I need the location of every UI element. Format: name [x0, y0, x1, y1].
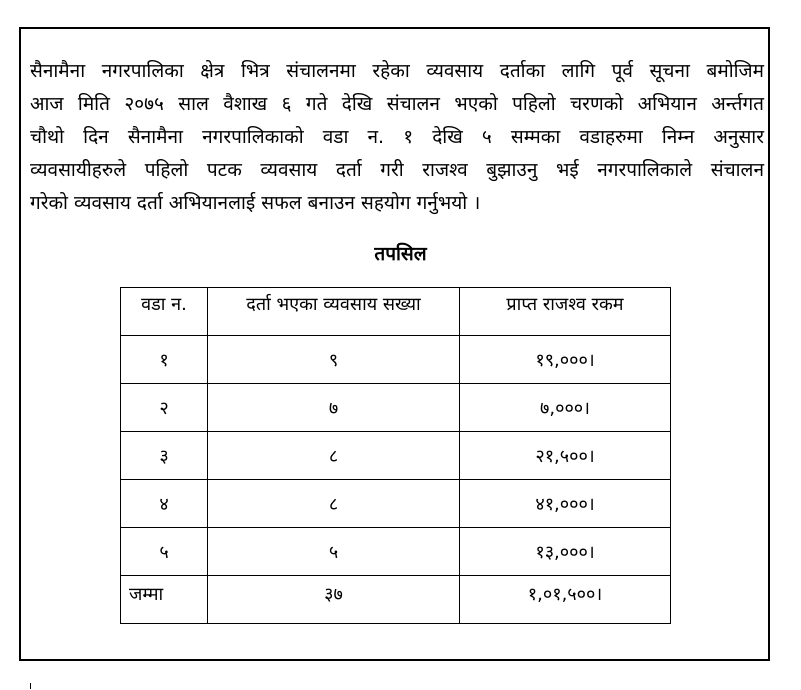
total-label: जम्मा [121, 576, 208, 624]
page-edge-mark [30, 683, 31, 689]
cell-registered-count: ८ [208, 432, 460, 480]
table-row [121, 336, 671, 384]
cell-revenue-amount: ७,०००। [460, 384, 671, 432]
cell-registered-count: ८ [208, 480, 460, 528]
table-header-row [121, 288, 671, 336]
total-revenue-amount: १,०१,५००। [460, 576, 671, 624]
header-registered-count: दर्ता भएका व्यवसाय सख्या [208, 288, 460, 336]
cell-ward-no: १ [121, 336, 208, 384]
cell-ward-no: ५ [121, 528, 208, 576]
table-row [121, 384, 671, 432]
cell-revenue-amount: ४१,०००। [460, 480, 671, 528]
table-row [121, 528, 671, 576]
ward-summary-table [120, 287, 671, 624]
section-heading: तपसिल [374, 243, 427, 265]
notice-line: सैनामैना नगरपालिका क्षेत्र भित्र संचालनमा रहेका व्यवसाय दर्ताका लागि पूर्व सूचना बमोजिम [30, 60, 764, 82]
notice-paragraph [30, 55, 764, 220]
notice-line: गरेको व्यवसाय दर्ता अभियानलाई सफल बनाउन सहयोग गर्नुभयो । [30, 192, 481, 214]
cell-ward-no: २ [121, 384, 208, 432]
table-row [121, 480, 671, 528]
header-ward-no: वडा न. [121, 288, 208, 336]
cell-revenue-amount: १३,०००। [460, 528, 671, 576]
cell-revenue-amount: २१,५००। [460, 432, 671, 480]
cell-ward-no: ४ [121, 480, 208, 528]
table-total-row [121, 576, 671, 624]
notice-line: आज मिति २०७५ साल वैशाख ६ गते देखि संचालन भएको पहिलो चरणको अभियान अर्न्तगत [30, 93, 764, 115]
cell-registered-count: ५ [208, 528, 460, 576]
header-revenue-amount: प्राप्त राजश्व रकम [460, 288, 671, 336]
cell-registered-count: ७ [208, 384, 460, 432]
notice-line: व्यवसायीहरुले पहिलो पटक व्यवसाय दर्ता गरी राजश्व बुझाउनु भई नगरपालिकाले संचालन [30, 159, 764, 181]
total-registered-count: ३७ [208, 576, 460, 624]
cell-revenue-amount: १९,०००। [460, 336, 671, 384]
notice-line: चौथो दिन सैनामैना नगरपालिकाको वडा न. १ देखि ५ सम्मका वडाहरुमा निम्न अनुसार [30, 126, 764, 148]
table-row [121, 432, 671, 480]
cell-registered-count: ९ [208, 336, 460, 384]
cell-ward-no: ३ [121, 432, 208, 480]
